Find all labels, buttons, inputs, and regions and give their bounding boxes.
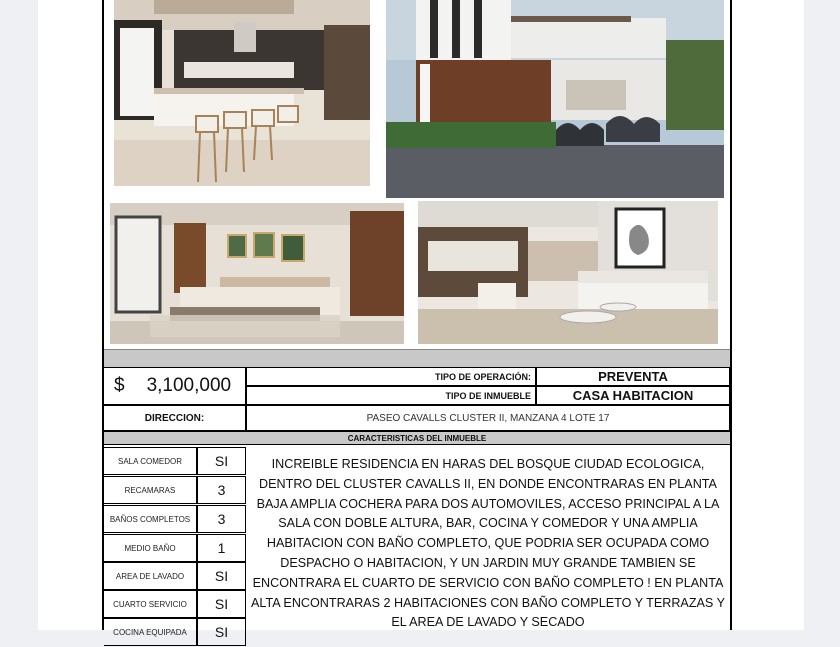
- feature-label: COCINA EQUIPADA: [104, 618, 197, 646]
- feature-value: 3: [197, 476, 246, 504]
- feature-row: [104, 447, 246, 476]
- address-label: DIRECCION:: [104, 405, 246, 431]
- price: [104, 367, 246, 405]
- kitchen-photo: [114, 0, 370, 186]
- feature-row: [104, 590, 246, 619]
- feature-label: CUARTO SERVICIO: [104, 590, 197, 618]
- feature-value: SI: [197, 447, 246, 475]
- operation-label: TIPO DE OPERACIÓN:: [246, 367, 536, 386]
- separator-bar: [104, 349, 730, 368]
- feature-label: AREA DE LAVADO: [104, 562, 197, 590]
- features-header: CARACTERISTICAS DEL INMUEBLE: [104, 431, 730, 445]
- listing-document: [102, 0, 732, 640]
- feature-row: [104, 562, 246, 591]
- feature-row: [104, 505, 246, 534]
- operation-value: PREVENTA: [536, 367, 730, 386]
- feature-label: RECAMARAS: [104, 476, 197, 504]
- price-value: 3,100,000: [146, 375, 232, 396]
- feature-row: [104, 618, 246, 647]
- feature-value: 3: [197, 505, 246, 533]
- facade-photo: [386, 0, 724, 198]
- feature-label: SALA COMEDOR: [104, 447, 197, 475]
- feature-value: SI: [197, 618, 246, 646]
- feature-value: 1: [197, 534, 246, 562]
- feature-row: [104, 476, 246, 505]
- price-currency: $: [114, 375, 125, 396]
- feature-label: MEDIO BAÑO: [104, 534, 197, 562]
- bedroom-photo: [110, 203, 404, 344]
- feature-label: BAÑOS COMPLETOS: [104, 505, 197, 533]
- property-type-value: CASA HABITACION: [536, 386, 730, 405]
- address-value: PASEO CAVALLS CLUSTER II, MANZANA 4 LOTE 17: [246, 405, 730, 431]
- feature-value: SI: [197, 590, 246, 618]
- feature-row: [104, 534, 246, 563]
- property-description: INCREIBLE RESIDENCIA EN HARAS DEL BOSQUE CIUDAD ECOLOGICA, DENTRO DEL CLUSTER CAVALLS II, EN DONDE ENCONTRARAS EN PLANTA BAJA AMPLIA COCHERA PARA DOS AUTOMOVILES, ACCESO PRINCIPAL A LA SALA CON DOBLE ALTURA, BAR, COCINA Y COMEDOR Y UNA AMPLIA HABITACION CON BAÑO COMPLETO, QUE PODRIA SER OCUPADA COMO DESPACHO O HABITACION, Y UN JARDIN MUY GRANDE TAMBIEN SE ENCONTRARA EL CUARTO DE SERVICIO CON BAÑO COMPLETO ! EN PLANTA ALTA ENCONTRARAS 2 HABITACIONES CON BAÑO COMPLETO Y TERRAZAS Y EL AREA DE LAVADO Y SECADO: [250, 457, 725, 630]
- property-type-label: TIPO DE INMUEBLE: [246, 386, 536, 405]
- feature-value: SI: [197, 562, 246, 590]
- living-room-photo: [418, 201, 718, 344]
